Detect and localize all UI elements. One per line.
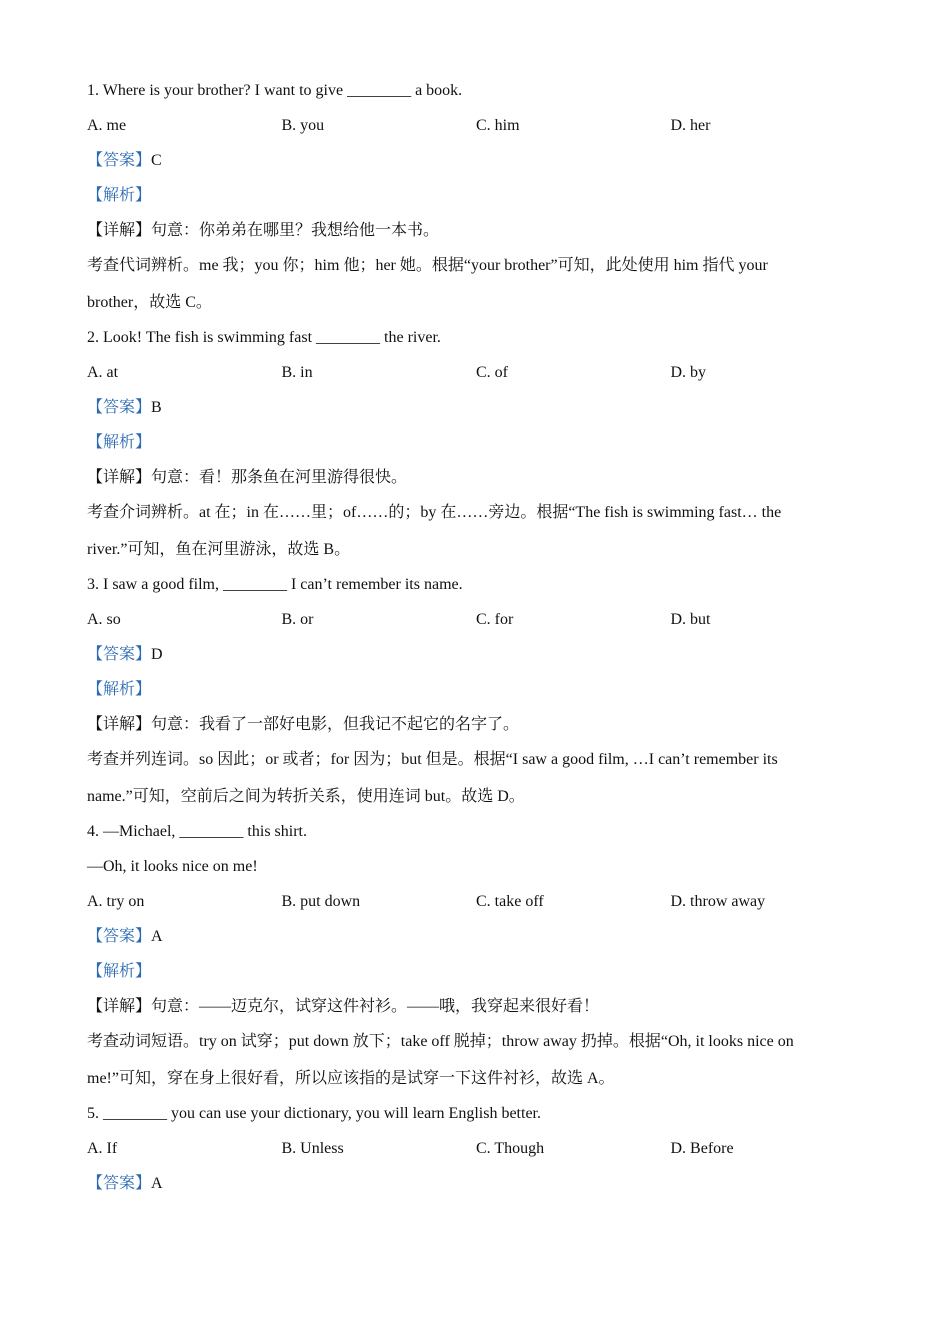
detail-line (87, 465, 847, 500)
question-stem: 5. ________ you can use your dictionary, you will learn English better. (87, 1105, 541, 1122)
answer-line (87, 395, 847, 430)
option-d: D. her (670, 117, 711, 134)
option-b: B. Unless (281, 1140, 344, 1157)
option-d: D. throw away (670, 893, 766, 910)
analysis-tag: 【解析】 (87, 187, 152, 204)
option-b: B. in (281, 364, 313, 381)
explanation-line: 考查并列连词。so 因此；or 或者；for 因为；but 但是。根据“I saw a good film, …I can’t remember its (87, 751, 778, 768)
question-stem: 3. I saw a good film, ________ I can’t remember its name. (87, 576, 463, 593)
answer-value: B (151, 399, 162, 416)
option-a: A. me (87, 117, 127, 134)
option-row (87, 113, 847, 148)
option-a: A. try on (87, 893, 145, 910)
detail-line (87, 218, 847, 253)
question-stem: 1. Where is your brother? I want to give ________ a book. (87, 82, 463, 99)
detail-tag: 【详解】 (87, 469, 152, 486)
explanation-line: me!”可知，穿在身上很好看，所以应该指的是试穿一下这件衬衫，故选 A。 (87, 1070, 615, 1087)
option-a: A. at (87, 364, 119, 381)
option-b: B. put down (281, 893, 361, 910)
explanation-line: 考查代词辨析。me 我；you 你；him 他；her 她。根据“your brother”可知，此处使用 him 指代 your (87, 257, 768, 274)
detail-tag: 【详解】 (87, 998, 152, 1015)
detail-text: 句意：你弟弟在哪里？我想给他一本书。 (151, 222, 440, 239)
detail-tag: 【详解】 (87, 716, 152, 733)
answer-tag: 【答案】 (87, 152, 152, 169)
answer-line (87, 148, 847, 183)
option-a: A. If (87, 1140, 118, 1157)
question-stem: 4. —Michael, ________ this shirt. (87, 823, 307, 840)
option-d: D. by (670, 364, 707, 381)
analysis-tag: 【解析】 (87, 434, 152, 451)
explanation-line: 考查动词短语。try on 试穿；put down 放下；take off 脱掉；throw away 扔掉。根据“Oh, it looks nice on (87, 1033, 794, 1050)
answer-tag: 【答案】 (87, 399, 152, 416)
option-c: C. take off (476, 893, 544, 910)
detail-text: 句意：看！那条鱼在河里游得很快。 (151, 469, 408, 486)
answer-line (87, 1171, 847, 1206)
question-stem: 2. Look! The fish is swimming fast ________ the river. (87, 329, 441, 346)
option-b: B. or (281, 611, 314, 628)
answer-value: C (151, 152, 162, 169)
option-a: A. so (87, 611, 121, 628)
option-d: D. but (670, 611, 711, 628)
answer-line (87, 924, 847, 959)
analysis-line (87, 677, 847, 712)
detail-text: 句意：——迈克尔，试穿这件衬衫。——哦，我穿起来很好看！ (151, 998, 600, 1015)
explanation-line: river.”可知，鱼在河里游泳，故选 B。 (87, 541, 351, 558)
answer-value: A (151, 1175, 163, 1192)
answer-tag: 【答案】 (87, 928, 152, 945)
explanation-line: brother，故选 C。 (87, 294, 212, 311)
detail-tag: 【详解】 (87, 222, 152, 239)
answer-tag: 【答案】 (87, 646, 152, 663)
detail-text: 句意：我看了一部好电影，但我记不起它的名字了。 (151, 716, 520, 733)
document-page (87, 78, 847, 1206)
answer-value: D (151, 646, 163, 663)
option-c: C. of (476, 364, 508, 381)
option-row (87, 360, 847, 395)
analysis-line (87, 959, 847, 994)
option-c: C. him (476, 117, 520, 134)
option-b: B. you (281, 117, 325, 134)
explanation-line: 考查介词辨析。at 在；in 在……里；of……的；by 在……旁边。根据“The fish is swimming fast… the (87, 504, 782, 521)
answer-value: A (151, 928, 163, 945)
detail-line (87, 994, 847, 1029)
option-row (87, 607, 847, 642)
answer-tag: 【答案】 (87, 1175, 152, 1192)
analysis-line (87, 430, 847, 465)
analysis-line (87, 183, 847, 218)
explanation-line: name.”可知，空前后之间为转折关系，使用连词 but。故选 D。 (87, 788, 525, 805)
option-c: C. for (476, 611, 514, 628)
option-row (87, 1136, 847, 1171)
option-row (87, 889, 847, 924)
detail-line (87, 712, 847, 747)
analysis-tag: 【解析】 (87, 681, 152, 698)
analysis-tag: 【解析】 (87, 963, 152, 980)
option-d: D. Before (670, 1140, 734, 1157)
option-c: C. Though (476, 1140, 545, 1157)
question-stem-reply: —Oh, it looks nice on me! (87, 858, 258, 875)
answer-line (87, 642, 847, 677)
